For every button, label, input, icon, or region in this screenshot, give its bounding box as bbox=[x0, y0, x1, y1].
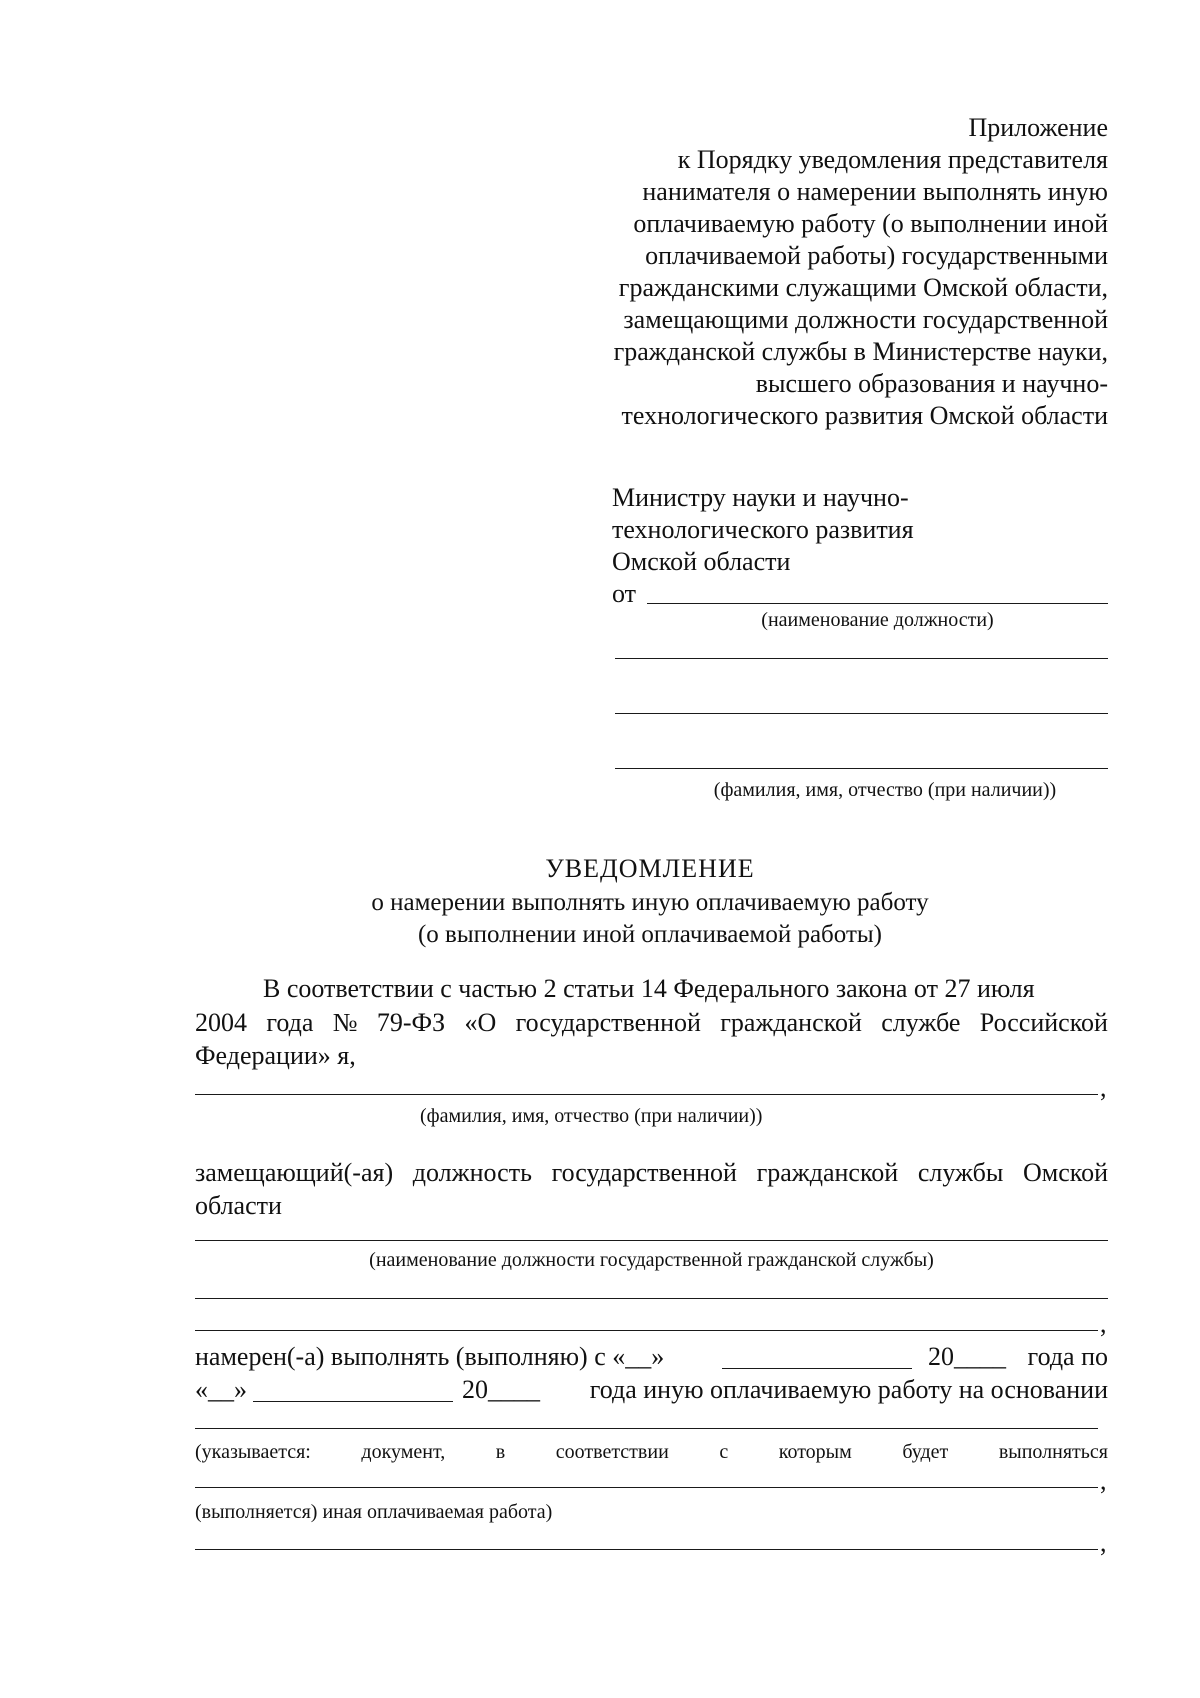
appendix-line: гражданскими служащими Омской области, bbox=[618, 273, 1108, 302]
intend-until: года по bbox=[1027, 1342, 1108, 1371]
service-caption: (наименование должности государственной гражданской службы) bbox=[369, 1249, 934, 1271]
service-blank-line bbox=[195, 1330, 1098, 1331]
basis-caption: (выполняется) иная оплачиваемая работа) bbox=[195, 1501, 553, 1523]
word: № bbox=[332, 1008, 358, 1037]
addressee-blank-line bbox=[615, 658, 1108, 659]
comma: , bbox=[1100, 1309, 1107, 1338]
fio-blank-line bbox=[195, 1094, 1098, 1095]
appendix-line: технологического развития Омской области bbox=[621, 401, 1108, 430]
paragraph-line: В соответствии с частью 2 статьи 14 Федерального закона от 27 июля bbox=[263, 974, 1035, 1003]
word: государственной bbox=[551, 1158, 737, 1187]
notice-subtitle: о намерении выполнять иную оплачиваемую работу bbox=[371, 889, 929, 916]
year-prefix: 20____ bbox=[928, 1342, 1006, 1371]
word: которым bbox=[778, 1441, 852, 1463]
paragraph-line-justified bbox=[195, 1010, 1108, 1036]
word: 79-ФЗ bbox=[376, 1008, 446, 1037]
word: соответствии bbox=[555, 1441, 669, 1463]
appendix-line: гражданской службы в Министерстве науки, bbox=[613, 337, 1108, 366]
appendix-line: оплачиваемую работу (о выполнении иной bbox=[633, 209, 1108, 238]
word: выполняться bbox=[998, 1441, 1108, 1463]
word: 2004 bbox=[195, 1008, 247, 1037]
date-quote: «__» bbox=[195, 1375, 247, 1404]
word: Омской bbox=[1023, 1158, 1108, 1187]
appendix-line: замещающими должности государственной bbox=[623, 305, 1108, 334]
word: года bbox=[266, 1008, 314, 1037]
service-blank-line bbox=[195, 1240, 1108, 1241]
addressee-line: Министру науки и научно- bbox=[612, 483, 909, 512]
basis-caption-justified bbox=[195, 1442, 1108, 1462]
basis-text: года иную оплачиваемую работу на основании bbox=[589, 1375, 1108, 1404]
word: будет bbox=[902, 1441, 949, 1463]
addressee-blank-line bbox=[615, 713, 1108, 714]
word: с bbox=[719, 1441, 729, 1463]
appendix-title: Приложение bbox=[968, 113, 1108, 142]
basis-blank-line bbox=[195, 1549, 1098, 1550]
appendix-line: высшего образования и научно- bbox=[755, 369, 1108, 398]
paragraph-line: области bbox=[195, 1191, 282, 1220]
year-prefix: 20____ bbox=[462, 1375, 540, 1404]
word: документ, bbox=[361, 1441, 446, 1463]
fio-caption: (фамилия, имя, отчество (при наличии)) bbox=[713, 779, 1057, 801]
word: должность bbox=[412, 1158, 532, 1187]
word: замещающий(-ая) bbox=[195, 1158, 394, 1187]
paragraph-line: Федерации» я, bbox=[195, 1041, 356, 1070]
date-blank-line bbox=[722, 1368, 912, 1369]
word: гражданской bbox=[756, 1158, 899, 1187]
fio-blank-line bbox=[615, 768, 1108, 769]
addressee-line: Омской области bbox=[612, 547, 791, 576]
paragraph-line-justified bbox=[195, 1160, 1108, 1186]
basis-blank-line bbox=[195, 1428, 1098, 1429]
word: в bbox=[495, 1441, 506, 1463]
comma: , bbox=[1100, 1466, 1107, 1495]
position-caption: (наименование должности) bbox=[761, 609, 994, 631]
position-blank-line bbox=[647, 603, 1108, 604]
appendix-line: оплачиваемой работы) государственными bbox=[645, 241, 1108, 270]
word: (указывается: bbox=[195, 1441, 311, 1463]
word: «О bbox=[464, 1008, 497, 1037]
appendix-line: к Порядку уведомления представителя bbox=[677, 145, 1108, 174]
word: государственной bbox=[515, 1008, 701, 1037]
basis-blank-line bbox=[195, 1487, 1098, 1488]
word: службе bbox=[881, 1008, 961, 1037]
addressee-line: технологического развития bbox=[612, 515, 914, 544]
word: службы bbox=[917, 1158, 1004, 1187]
notice-subtitle: (о выполнении иной оплачиваемой работы) bbox=[417, 921, 882, 948]
addressee-from-label: от bbox=[612, 579, 637, 608]
comma: , bbox=[1100, 1528, 1107, 1557]
comma: , bbox=[1100, 1073, 1107, 1102]
fio-caption: (фамилия, имя, отчество (при наличии)) bbox=[420, 1105, 763, 1127]
notice-title: УВЕДОМЛЕНИЕ bbox=[545, 854, 755, 883]
appendix-line: нанимателя о намерении выполнять иную bbox=[642, 177, 1108, 206]
word: Российской bbox=[979, 1008, 1108, 1037]
word: гражданской bbox=[720, 1008, 862, 1037]
intend-text: намерен(-а) выполнять (выполняю) с «__» bbox=[195, 1342, 665, 1371]
date-blank-line bbox=[253, 1401, 453, 1402]
service-blank-line bbox=[195, 1298, 1108, 1299]
